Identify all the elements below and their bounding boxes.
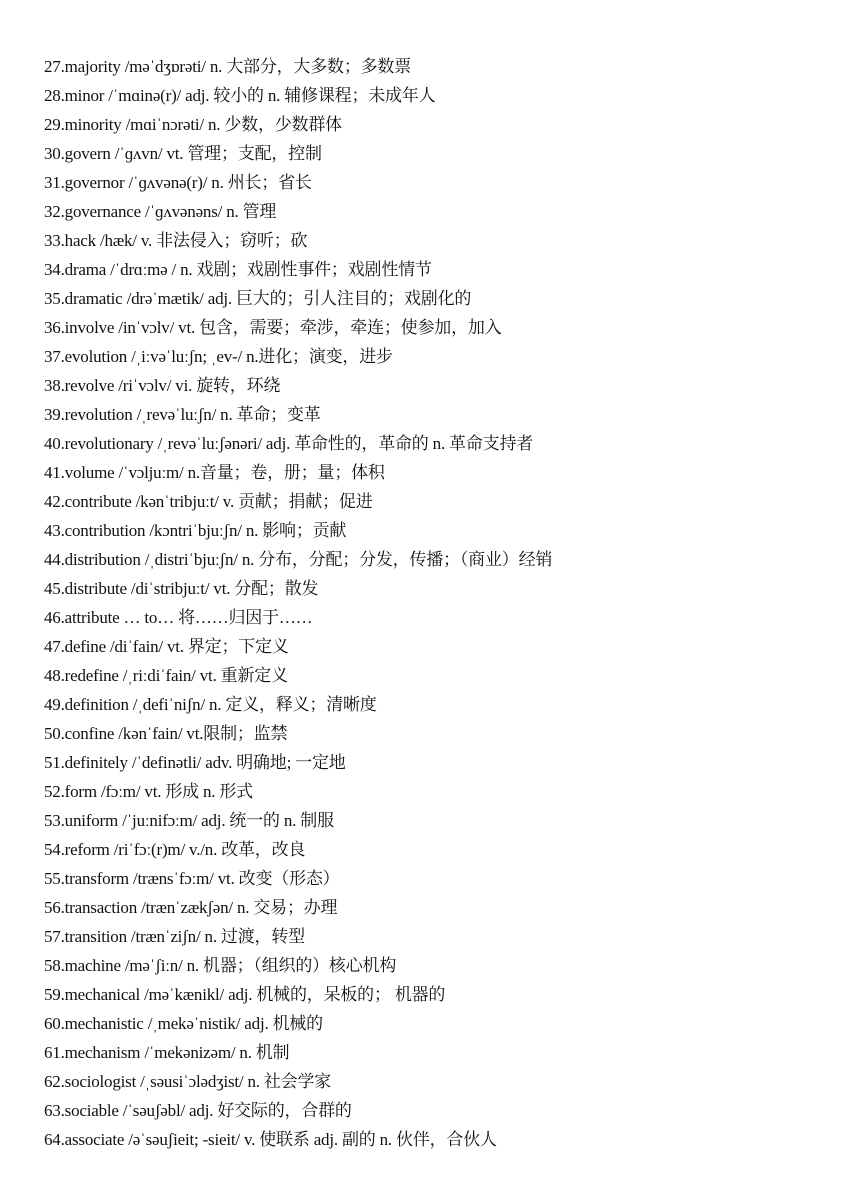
vocab-entry: 31.governor /ˈɡʌvənə(r)/ n. 州长；省长	[44, 173, 312, 192]
vocab-entry: 30.govern /ˈɡʌvn/ vt. 管理；支配，控制	[44, 144, 322, 163]
vocab-entry: 43.contribution /kɔntriˈbjuːʃn/ n. 影响；贡献	[44, 521, 347, 540]
vocab-entry: 50.confine /kənˈfain/ vt.限制；监禁	[44, 724, 288, 743]
vocab-entry: 58.machine /məˈʃiːn/ n. 机器；（组织的）核心机构	[44, 956, 397, 975]
vocab-entry: 38.revolve /riˈvɔlv/ vi. 旋转，环绕	[44, 376, 281, 395]
vocab-entry: 59.mechanical /məˈkænikl/ adj. 机械的，呆板的； 机器的	[44, 985, 446, 1004]
vocab-entry: 37.evolution /ˌiːvəˈluːʃn; ˌev-/ n.进化；演变，进步	[44, 347, 393, 366]
vocab-entry: 57.transition /trænˈziʃn/ n. 过渡，转型	[44, 927, 305, 946]
vocab-entry: 41.volume /ˈvɔljuːm/ n.音量；卷，册；量；体积	[44, 463, 385, 482]
vocab-entry: 44.distribution /ˌdistriˈbjuːʃn/ n. 分布，分配；分发，传播；（商业）经销	[44, 550, 553, 569]
vocab-entry: 46.attribute … to… 将……归因于……	[44, 608, 313, 627]
vocab-entry: 45.distribute /diˈstribjuːt/ vt. 分配；散发	[44, 579, 319, 598]
vocab-entry: 36.involve /inˈvɔlv/ vt. 包含，需要；牵涉，牵连；使参加，加入	[44, 318, 502, 337]
vocab-entry: 61.mechanism /ˈmekənizəm/ n. 机制	[44, 1043, 290, 1062]
vocab-entry: 62.sociologist /ˌsəusiˈɔlədʒist/ n. 社会学家	[44, 1072, 332, 1091]
vocab-entry: 64.associate /əˈsəuʃieit; -sieit/ v. 使联系 adj. 副的 n. 伙伴，合伙人	[44, 1130, 497, 1149]
vocab-entry: 34.drama /ˈdrɑːmə / n. 戏剧；戏剧性事件；戏剧性情节	[44, 260, 432, 279]
vocab-entry: 60.mechanistic /ˌmekəˈnistik/ adj. 机械的	[44, 1014, 323, 1033]
vocab-entry: 49.definition /ˌdefiˈniʃn/ n. 定义，释义；清晰度	[44, 695, 377, 714]
vocab-entry: 55.transform /trænsˈfɔːm/ vt. 改变（形态）	[44, 869, 340, 888]
vocab-entry: 63.sociable /ˈsəuʃəbl/ adj. 好交际的，合群的	[44, 1101, 352, 1120]
vocab-entry: 40.revolutionary /ˌrevəˈluːʃənəri/ adj. 革命性的，革命的 n. 革命支持者	[44, 434, 534, 453]
vocab-entry: 42.contribute /kənˈtribjuːt/ v. 贡献；捐献；促进	[44, 492, 373, 511]
vocab-entry: 48.redefine /ˌriːdiˈfain/ vt. 重新定义	[44, 666, 288, 685]
vocab-entry: 39.revolution /ˌrevəˈluːʃn/ n. 革命；变革	[44, 405, 321, 424]
vocab-entry: 29.minority /mɑiˈnɔrəti/ n. 少数，少数群体	[44, 115, 342, 134]
vocab-entry: 35.dramatic /drəˈmætik/ adj. 巨大的；引人注目的；戏剧化的	[44, 289, 472, 308]
vocab-entry: 53.uniform /ˈjuːnifɔːm/ adj. 统一的 n. 制服	[44, 811, 334, 830]
vocab-entry: 28.minor /ˈmɑinə(r)/ adj. 较小的 n. 辅修课程；未成年人	[44, 86, 436, 105]
vocabulary-list	[44, 52, 552, 1154]
vocab-entry: 32.governance /ˈɡʌvənəns/ n. 管理	[44, 202, 277, 221]
vocab-entry: 52.form /fɔːm/ vt. 形成 n. 形式	[44, 782, 253, 801]
vocab-entry: 33.hack /hæk/ v. 非法侵入；窃听；砍	[44, 231, 308, 250]
vocab-entry: 56.transaction /trænˈzækʃən/ n. 交易；办理	[44, 898, 338, 917]
vocab-entry: 47.define /diˈfain/ vt. 界定；下定义	[44, 637, 289, 656]
vocab-entry: 27.majority /məˈdʒɒrəti/ n. 大部分，大多数；多数票	[44, 57, 412, 76]
vocab-entry: 54.reform /riˈfɔː(r)m/ v./n. 改革，改良	[44, 840, 306, 859]
vocab-entry: 51.definitely /ˈdefinətli/ adv. 明确地; 一定地	[44, 753, 346, 772]
